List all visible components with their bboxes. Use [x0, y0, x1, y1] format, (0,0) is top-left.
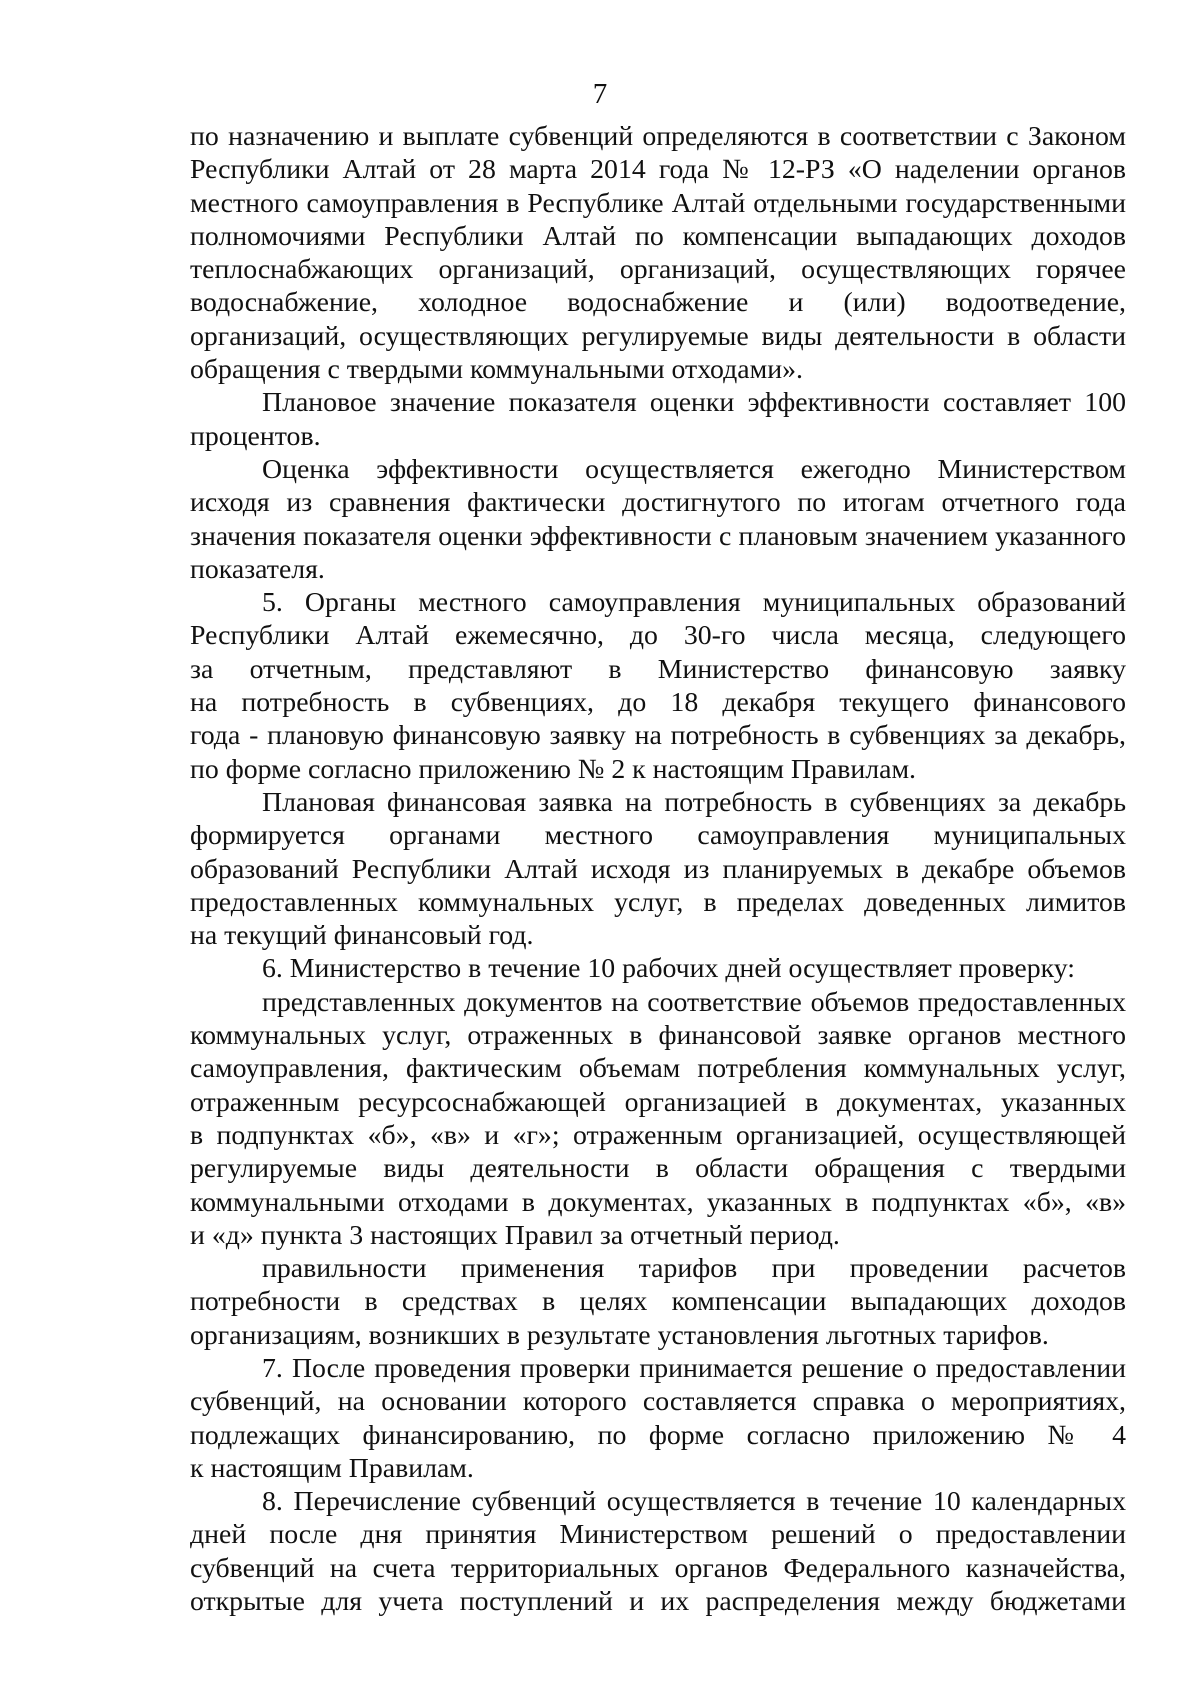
text-line: процентов.: [190, 420, 321, 452]
text-line: и «д» пункта 3 настоящих Правил за отчетный период.: [190, 1219, 840, 1251]
text-line: значения показателя оценки эффективности с плановым значением указанного: [190, 520, 1126, 552]
text-line: дней после дня принятия Министерством решений о предоставлении: [190, 1519, 1126, 1551]
text-line: открытые для учета поступлений и их распределения между бюджетами: [190, 1586, 1126, 1618]
text-line: самоуправления, фактическим объемам потребления коммунальных услуг,: [190, 1053, 1126, 1085]
text-line: 6. Министерство в течение 10 рабочих дней осуществляет проверку:: [262, 953, 1076, 985]
text-line: на текущий финансовый год.: [190, 920, 534, 952]
text-line: в подпунктах «б», «в» и «г»; отраженным организацией, осуществляющей: [190, 1119, 1126, 1151]
text-line: предоставленных коммунальных услуг, в пределах доведенных лимитов: [190, 886, 1126, 918]
text-line: организациям, возникших в результате установления льготных тарифов.: [190, 1319, 1049, 1351]
text-line: субвенций на счета территориальных органов Федерального казначейства,: [190, 1552, 1126, 1584]
text-line: водоснабжение, холодное водоснабжение и (или) водоотведение,: [190, 287, 1126, 319]
text-line: Плановая финансовая заявка на потребность в субвенциях за декабрь: [262, 786, 1126, 818]
text-line: коммунальными отходами в документах, указанных в подпунктах «б», «в»: [190, 1186, 1126, 1218]
text-line: Республики Алтай ежемесячно, до 30-го числа месяца, следующего: [190, 620, 1126, 652]
text-line: года - плановую финансовую заявку на потребность в субвенциях за декабрь,: [190, 720, 1126, 752]
text-line: организаций, осуществляющих регулируемые виды деятельности в области: [190, 320, 1126, 352]
text-line: 5. Органы местного самоуправления муниципальных образований: [262, 587, 1126, 619]
text-line: Плановое значение показателя оценки эффективности составляет 100: [262, 387, 1126, 419]
text-line: исходя из сравнения фактически достигнутого по итогам отчетного года: [190, 487, 1126, 519]
text-line: Оценка эффективности осуществляется ежегодно Министерством: [262, 453, 1126, 485]
text-line: на потребность в субвенциях, до 18 декабря текущего финансового: [190, 687, 1126, 719]
text-line: теплоснабжающих организаций, организаций, осуществляющих горячее: [190, 254, 1126, 286]
page-number: 7: [592, 78, 608, 110]
text-line: 8. Перечисление субвенций осуществляется в течение 10 календарных: [262, 1486, 1126, 1518]
text-line: за отчетным, представляют в Министерство финансовую заявку: [190, 653, 1126, 685]
text-line: по назначению и выплате субвенций определяются в соответствии с Законом: [190, 121, 1126, 152]
text-line: подлежащих финансированию, по форме согласно приложению № 4: [190, 1419, 1126, 1451]
text-line: показателя.: [190, 553, 325, 585]
text-line: полномочиями Республики Алтай по компенсации выпадающих доходов: [190, 220, 1126, 252]
text-line: формируется органами местного самоуправления муниципальных: [190, 820, 1126, 852]
text-line: обращения с твердыми коммунальными отходами».: [190, 354, 803, 386]
text-line: образований Республики Алтай исходя из планируемых в декабре объемов: [190, 853, 1126, 885]
text-line: представленных документов на соответствие объемов предоставленных: [262, 986, 1126, 1018]
text-line: к настоящим Правилам.: [190, 1452, 474, 1484]
text-line: правильности применения тарифов при проведении расчетов: [262, 1253, 1126, 1285]
text-line: регулируемые виды деятельности в области обращения с твердыми: [190, 1153, 1126, 1185]
text-line: 7. После проведения проверки принимается решение о предоставлении: [262, 1352, 1126, 1384]
document-body: [190, 120, 1126, 1618]
text-line: Республики Алтай от 28 марта 2014 года № 12-РЗ «О наделении органов: [190, 154, 1126, 186]
text-line: потребности в средствах в целях компенсации выпадающих доходов: [190, 1286, 1126, 1318]
text-line: местного самоуправления в Республике Алтай отдельными государственными: [190, 187, 1126, 219]
text-line: отраженным ресурсоснабжающей организацией в документах, указанных: [190, 1086, 1126, 1118]
text-line: по форме согласно приложению № 2 к настоящим Правилам.: [190, 753, 916, 785]
text-line: субвенций, на основании которого составляется справка о мероприятиях,: [190, 1386, 1126, 1418]
text-line: коммунальных услуг, отраженных в финансовой заявке органов местного: [190, 1020, 1126, 1052]
